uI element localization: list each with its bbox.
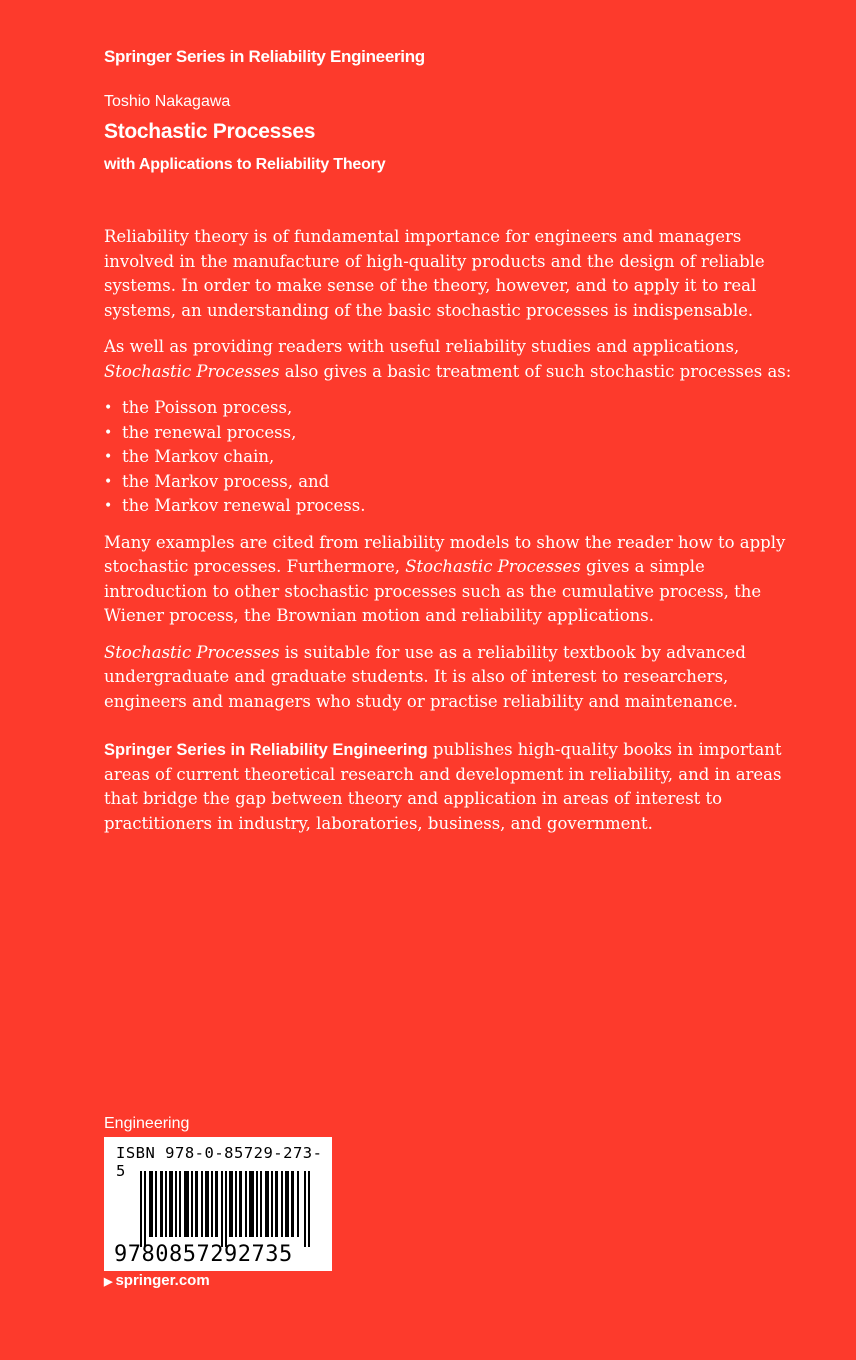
paragraph-overview-title: Stochastic Processes: [104, 361, 280, 381]
paragraph-overview-pre: As well as providing readers with useful reliability studies and applications,: [104, 337, 740, 356]
list-item: • the Poisson process,: [104, 396, 794, 421]
series-blurb-text: publishes high-quality books in important areas of current theoretical research and development in reliability, and in areas that bridge the gap between theory and application in areas of interest to practitioners in industry, laboratories, business, and government.: [104, 740, 782, 833]
list-item: • the Markov renewal process.: [104, 494, 794, 519]
back-cover-description: [104, 225, 794, 848]
subject-category: Engineering: [104, 1115, 190, 1132]
paragraph-examples-pre: Many examples are cited from reliability models to show the reader how to apply stochastic processes. Furthermore,: [104, 532, 786, 576]
list-item: • the Markov process, and: [104, 470, 794, 495]
paragraph-overview-post: also gives a basic treatment of such stochastic processes as:: [279, 361, 792, 381]
triangle-arrow-icon: ▶: [104, 1276, 113, 1288]
series-blurb-name: Springer Series in Reliability Engineering: [104, 741, 428, 759]
paragraph-examples-title: Stochastic Processes: [405, 557, 581, 576]
book-subtitle: with Applications to Reliability Theory: [104, 156, 386, 173]
paragraph-audience-post: is suitable for use as a reliability textbook by advanced undergraduate and graduate students. It is also of interest to researchers, engineers and managers who study or practise reliability and maintenance.: [104, 642, 746, 711]
barcode-number: 9780857292735: [114, 1242, 293, 1267]
paragraph-examples-post: gives a simple introduction to other stochastic processes such as the cumulative process, the Wiener process, the Brownian motion and reliability applications.: [104, 557, 762, 625]
isbn-barcode: [104, 1137, 332, 1271]
paragraph-audience: [104, 641, 794, 715]
paragraph-examples: [104, 531, 794, 629]
isbn-label: ISBN 978-0-85729-273-5: [116, 1144, 323, 1180]
paragraph-intro: Reliability theory is of fundamental importance for engineers and managers involved in the manufacture of high-quality products and the design of reliable systems. In order to make sense of the theory, however, and to apply it to real systems, an understanding of the basic stochastic processes is indispensable.: [104, 227, 765, 320]
paragraph-audience-title: Stochastic Processes: [104, 642, 280, 662]
list-item: • the Markov chain,: [104, 445, 794, 470]
book-title: Stochastic Processes: [104, 120, 316, 143]
paragraph-overview: [104, 335, 794, 384]
publisher-website-text: springer.com: [115, 1272, 210, 1289]
list-item: • the renewal process,: [104, 421, 794, 446]
series-blurb: [104, 738, 794, 836]
process-list: [104, 396, 794, 519]
publisher-website[interactable]: [104, 1272, 210, 1289]
barcode-icon: [140, 1171, 310, 1247]
author-name: Toshio Nakagawa: [104, 93, 231, 110]
series-name: Springer Series in Reliability Engineering: [104, 47, 425, 66]
